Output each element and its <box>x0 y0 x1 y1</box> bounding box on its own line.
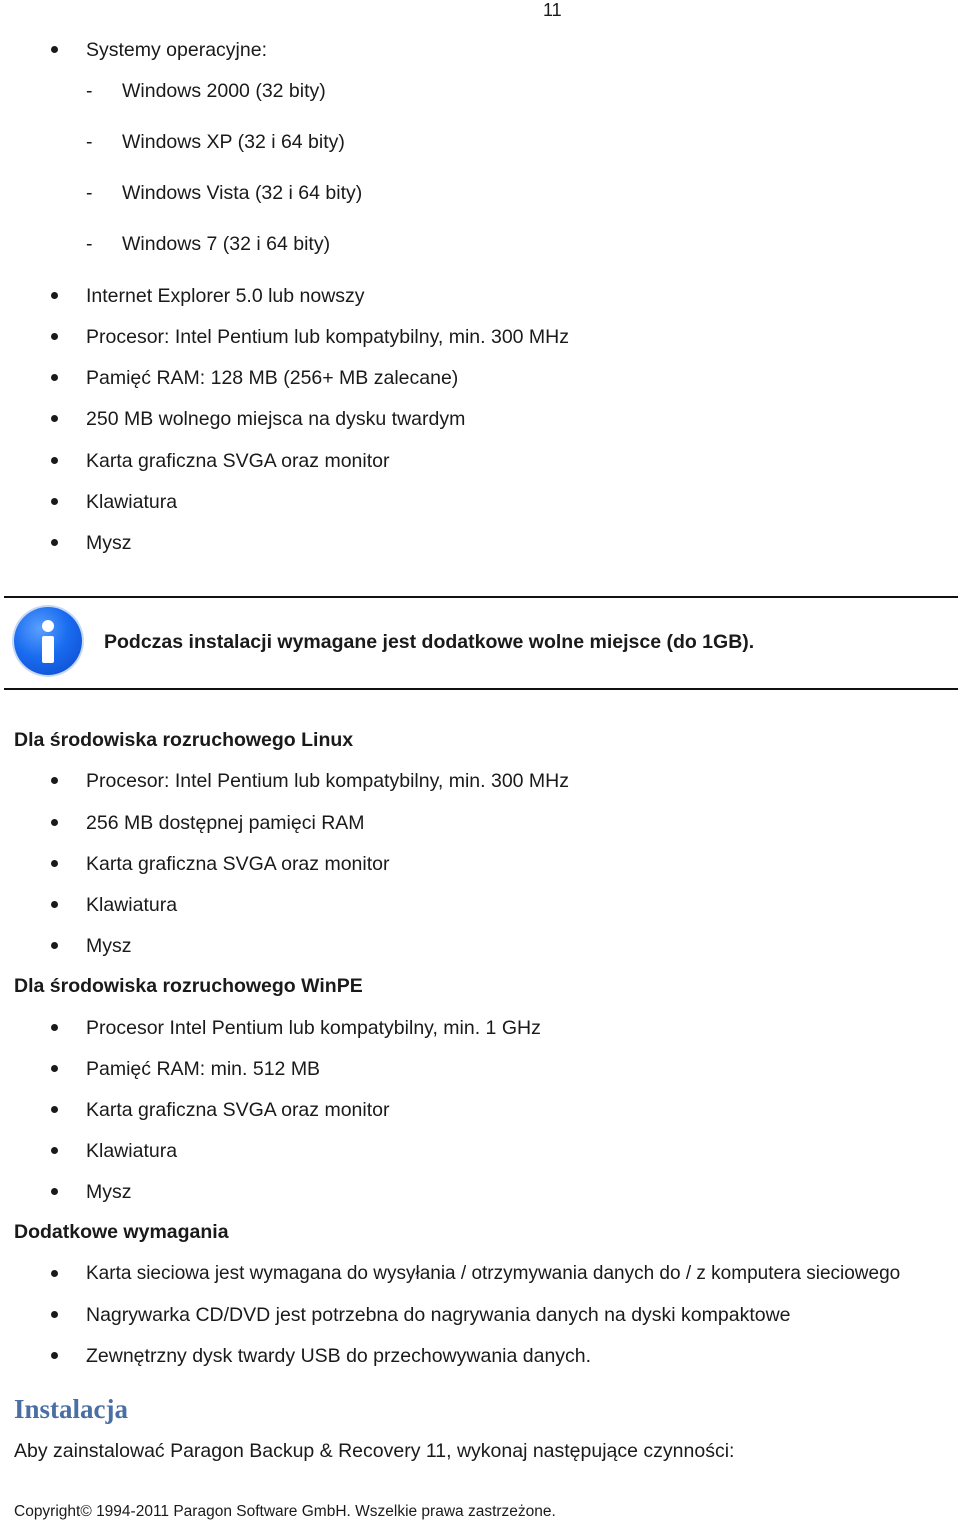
requirement-item: Internet Explorer 5.0 lub nowszy <box>86 285 365 307</box>
section-title-instalacja: Instalacja <box>14 1394 128 1424</box>
linux-item: Klawiatura <box>86 894 178 916</box>
bullet <box>51 333 58 340</box>
extra-heading: Dodatkowe wymagania <box>14 1221 229 1243</box>
bullet <box>51 457 58 464</box>
os-label: Systemy operacyjne: <box>86 39 267 61</box>
extra-item: Zewnętrzny dysk twardy USB do przechowywania danych. <box>86 1345 592 1367</box>
dash-marker: - <box>86 182 93 204</box>
winpe-item: Karta graficzna SVGA oraz monitor <box>86 1099 390 1121</box>
bullet <box>51 777 58 784</box>
requirement-item: 250 MB wolnego miejsca na dysku twardym <box>86 408 466 430</box>
linux-item: Mysz <box>86 935 132 957</box>
bullet <box>51 539 58 546</box>
bullet <box>51 1065 58 1072</box>
linux-item: Procesor: Intel Pentium lub kompatybilny, min. 300 MHz <box>86 770 570 792</box>
bullet <box>51 1270 58 1277</box>
requirement-item: Pamięć RAM: 128 MB (256+ MB zalecane) <box>86 367 459 389</box>
dash-marker: - <box>86 233 93 255</box>
bullet <box>51 942 58 949</box>
footer-copyright: Copyright© 1994-2011 Paragon Software GmbH. Wszelkie prawa zastrzeżone. <box>14 1503 556 1520</box>
os-item: Windows XP (32 i 64 bity) <box>122 131 345 153</box>
extra-item: Nagrywarka CD/DVD jest potrzebna do nagrywania danych na dyski kompaktowe <box>86 1304 791 1326</box>
linux-heading: Dla środowiska rozruchowego Linux <box>14 729 354 751</box>
bullet <box>51 1352 58 1359</box>
requirement-item: Karta graficzna SVGA oraz monitor <box>86 450 390 472</box>
winpe-item: Procesor Intel Pentium lub kompatybilny, min. 1 GHz <box>86 1017 541 1039</box>
requirement-item: Mysz <box>86 532 132 554</box>
page-number: 11 <box>543 0 562 20</box>
winpe-item: Pamięć RAM: min. 512 MB <box>86 1058 321 1080</box>
info-icon <box>14 607 82 675</box>
note-bottom-rule <box>4 688 958 690</box>
bullet <box>51 860 58 867</box>
note-top-rule <box>4 596 958 598</box>
bullet <box>51 819 58 826</box>
dash-marker: - <box>86 131 93 153</box>
linux-item: Karta graficzna SVGA oraz monitor <box>86 853 390 875</box>
bullet <box>51 415 58 422</box>
bullet <box>51 1188 58 1195</box>
winpe-item: Mysz <box>86 1181 132 1203</box>
winpe-item: Klawiatura <box>86 1140 178 1162</box>
requirement-item: Procesor: Intel Pentium lub kompatybilny, min. 300 MHz <box>86 326 570 348</box>
bullet <box>51 1024 58 1031</box>
bullet <box>51 1147 58 1154</box>
note-text: Podczas instalacji wymagane jest dodatkowe wolne miejsce (do 1GB). <box>104 631 755 653</box>
os-item: Windows Vista (32 i 64 bity) <box>122 182 363 204</box>
bullet <box>51 1311 58 1318</box>
os-item: Windows 2000 (32 bity) <box>122 80 326 102</box>
bullet <box>51 292 58 299</box>
winpe-heading: Dla środowiska rozruchowego WinPE <box>14 975 363 997</box>
install-intro: Aby zainstalować Paragon Backup & Recovery 11, wykonaj następujące czynności: <box>14 1440 735 1462</box>
bullet <box>51 374 58 381</box>
dash-marker: - <box>86 80 93 102</box>
extra-item: Karta sieciowa jest wymagana do wysyłania / otrzymywania danych do / z komputera sieciowego <box>86 1263 901 1284</box>
bullet <box>51 498 58 505</box>
bullet <box>51 901 58 908</box>
bullet <box>51 46 58 53</box>
linux-item: 256 MB dostępnej pamięci RAM <box>86 812 365 834</box>
requirement-item: Klawiatura <box>86 491 178 513</box>
bullet <box>51 1106 58 1113</box>
os-item: Windows 7 (32 i 64 bity) <box>122 233 331 255</box>
